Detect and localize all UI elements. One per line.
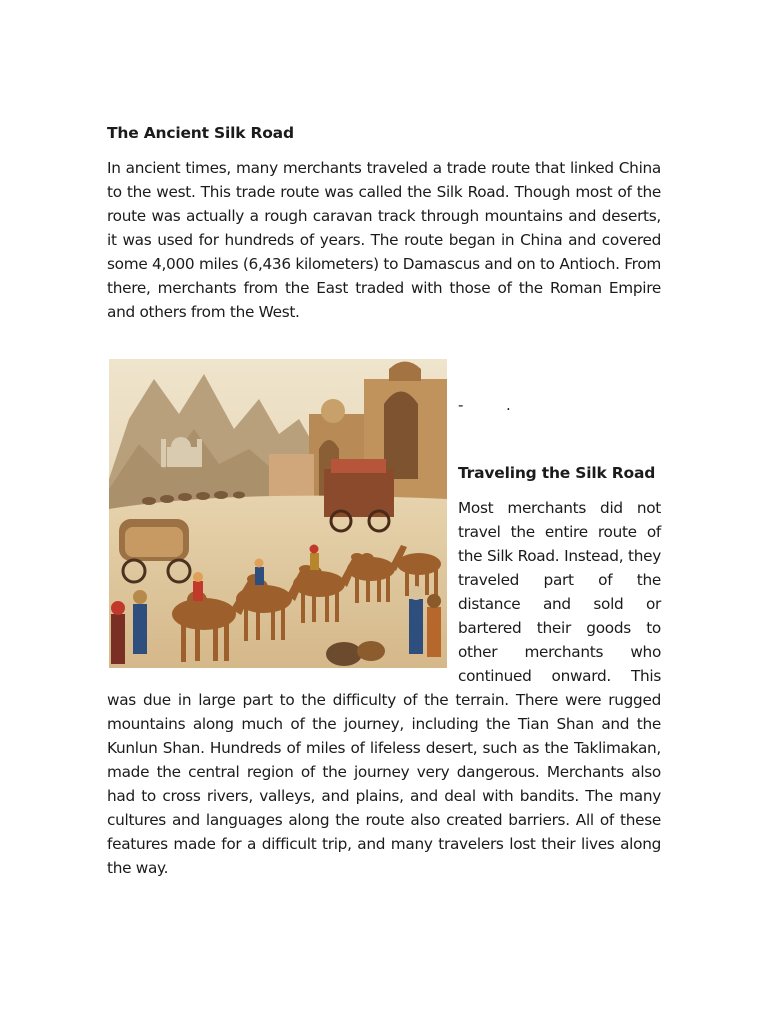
stray-period: . — [506, 396, 511, 414]
section-title: Traveling the Silk Road — [458, 464, 656, 482]
traveling-paragraph-text: Most merchants did not travel the entire route of the Silk Road. Instead, they traveled part of the distance and sold or bartered their goods to other merchants who continued onward. This was due in large part to the difficulty of the terrain. There were rugged mountains along much of the journey, including the Tian Shan and the Kunlun Shan. Hundreds of miles of lifeless desert, such as the Taklimakan, made the central region of the journey very dangerous. Merchants also had to cross rivers, valleys, and plains, and deal with bandits. The many cultures and languages along the route also created barriers. All of these features made for a difficult trip, and many travelers lost their lives along the way. — [107, 499, 661, 877]
image-wrap-spacer — [107, 496, 458, 674]
page-title: The Ancient Silk Road — [107, 124, 294, 142]
stray-dash: - — [458, 396, 464, 414]
traveling-paragraph — [107, 496, 661, 880]
intro-paragraph: In ancient times, many merchants traveled a trade route that linked China to the west. This trade route was called the Silk Road. Though most of the route was actually a rough caravan track through mountains and deserts, it was used for hundreds of years. The route began in China and covered some 4,000 miles (6,436 kilometers) to Damascus and on to Antioch. From there, merchants from the East traded with those of the Roman Empire and others from the West. — [107, 159, 661, 321]
